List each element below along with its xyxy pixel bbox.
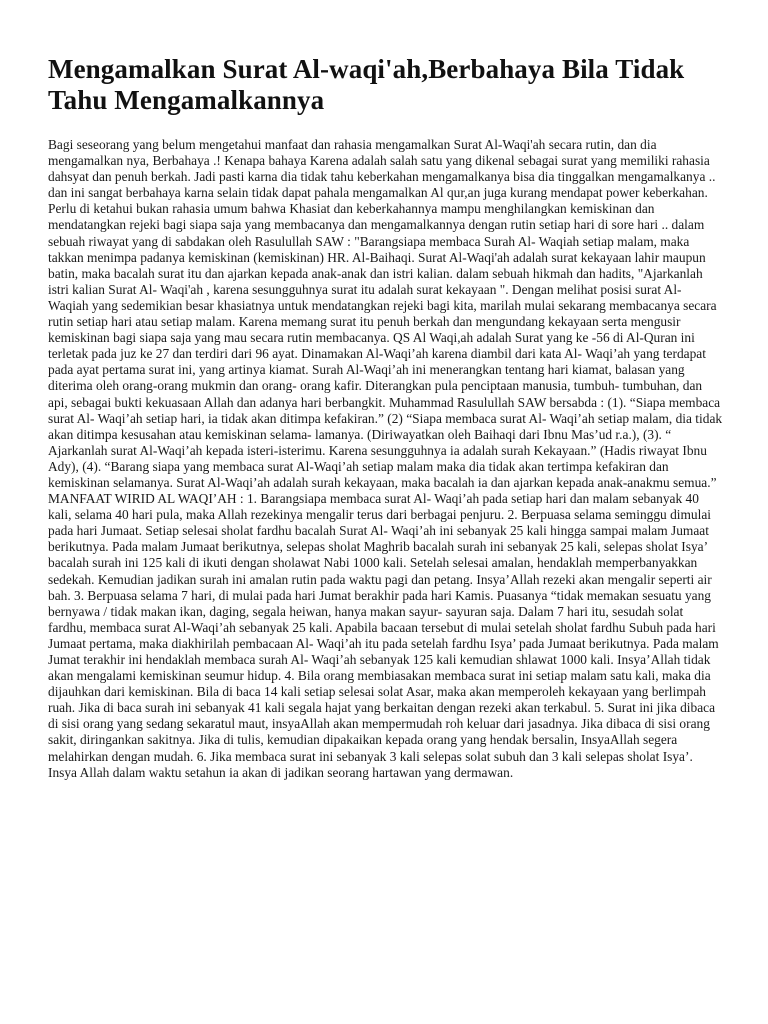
article-body: Bagi seseorang yang belum mengetahui manfaat dan rahasia mengamalkan Surat Al-Waqi'ah secara rutin, dan dia mengamalkan nya, Berbahaya .! Kenapa bahaya Karena adalah salah satu yang dikenal sebagai surat yang memiliki rahasia dahsyat dan penuh berkah. Jadi pasti karna dia tidak tahu keberkahan mengamalkanya bisa dia tinggalkan mengamalkanya .. dan ini sangat berbahaya karna selain tidak dapat pahala mengamalkan Al qur,an juga kurang mendapat power keberkahan. Perlu di ketahui bukan rahasia umum bahwa Khasiat dan keberkahannya mampu menghilangkan kemiskinan dan mendatangkan rejeki bagi siapa saja yang membacanya dan mengamalkannya dengan rutin setiap hari di sore hari .. dalam sebuah riwayat yang di sabdakan oleh Rasulullah SAW : "Barangsiapa membaca Surah Al- Waqiah setiap malam, maka takkan menimpa padanya kemiskinan (kemiskinan) HR. Al-Baihaqi. Surat Al-Waqi'ah adalah surat kekayaan lahir maupun batin, maka bacalah surat itu dan ajarkan kepada anak-anak dan istri kalian. dalam sebuah hikmah dan hadits, "Ajarkanlah istri kalian Surat Al- Waqi'ah , karena sesungguhnya surat itu adalah surat kekayaan ". Dengan melihat posisi surat Al- Waqiah yang sedemikian besar khasiatnya untuk mendatangkan rejeki bagi kita, marilah mulai sekarang membacanya secara rutin setiap hari atau setiap malam. Karena memang surat itu penuh berkah dan mengundang kekayaan serta mengusir kemiskinan bagi siapa saja yang mau secara rutin membacanya. QS Al Waqi,ah adalah Surat yang ke -56 di Al-Quran ini terletak pada juz ke 27 dan terdiri dari 96 ayat. Dinamakan Al-Waqi’ah karena diambil dari kata Al- Waqi’ah yang terdapat pada ayat pertama surat ini, yang artinya kiamat. Surah Al-Waqi’ah ini menerangkan tentang hari kiamat, balasan yang diterima oleh orang-orang mukmin dan orang- orang kafir. Diterangkan pula penciptaan manusia, tumbuh- tumbuhan, dan api, sebagai bukti kekuasaan Allah dan adanya hari berbangkit. Muhammad Rasulullah SAW bersabda : (1). “Siapa membaca surat Al- Waqi’ah setiap hari, ia tidak akan ditimpa kefakiran.” (2) “Siapa membaca surat Al- Waqi’ah setiap malam, dia tidak akan ditimpa kesusahan atau kemiskinan selama- lamanya. (Diriwayatkan oleh Baihaqi dari Ibnu Mas’ud r.a.), (3). “ Ajarkanlah surat Al-Waqi’ah kepada isteri-isterimu. Karena sesungguhnya ia adalah surah Kekayaan.” (Hadis riwayat Ibnu Ady), (4). “Barang siapa yang membaca surat Al-Waqi’ah setiap malam maka dia tidak akan tertimpa kefakiran dan kemiskinan selamanya. Surat Al-Waqi’ah adalah surah kekayaan, maka bacalah ia dan ajarkan kepada anak-anakmu semua.” MANFAAT WIRID AL WAQI’AH : 1. Barangsiapa membaca surat Al- Waqi’ah pada setiap hari dan malam sebanyak 40 kali, selama 40 hari pula, maka Allah rezekinya mengalir terus dari berbagai penjuru. 2. Berpuasa selama seminggu dimulai pada hari Jumaat. Setiap selesai sholat fardhu bacalah Surat Al- Waqi’ah ini sebanyak 25 kali hingga sampai malam Jumaat berikutnya. Pada malam Jumaat berikutnya, selepas sholat Maghrib bacalah surah ini sebanyak 25 kali, selepas sholat Isya’ bacalah surah ini 125 kali di ikuti dengan sholawat Nabi 1000 kali. Setelah selesai amalan, hendaklah memperbanyakkan sedekah. Kemudian jadikan surah ini amalan rutin pada waktu pagi dan petang. Insya’Allah rezeki akan mengalir seperti air bah. 3. Berpuasa selama 7 hari, di mulai pada hari Jumat berakhir pada hari Kamis. Puasanya “tidak memakan sesuatu yang bernyawa / tidak makan ikan, daging, segala heiwan, hanya makan sayur- sayuran saja. Dalam 7 hari itu, sesudah solat fardhu, membaca surat Al-Waqi’ah sebanyak 25 kali. Apabila bacaan tersebut di mulai setelah sholat fardhu Subuh pada hari Jumaat pertama, maka diakhirilah pembacaan Al- Waqi’ah itu pada setelah fardhu Isya’ pada Jumaat berikutnya. Pada malam Jumat terakhir ini hendaklah membaca surah Al- Waqi’ah sebanyak 125 kali kemudian shlawat 1000 kali. Insya’Allah tidak akan mengalami kemiskinan seumur hidup. 4. Bila orang membiasakan membaca surat ini setiap malam satu kali, maka dia dijauhkan dari kemiskinan. Bila di baca 14 kali setiap selesai solat Asar, maka akan memperoleh kekayaan yang berlimpah ruah. Jika di baca surah ini sebanyak 41 kali segala hajat yang berkaitan dengan rezeki akan terkabul. 5. Surat ini jika dibaca di sisi orang yang sedang sekaratul maut, insyaAllah akan mempermudah roh keluar dari jasadnya. Jika dibaca di sisi orang sakit, diringankan sakitnya. Jika di tulis, kemudian dipakaikan kepada orang yang hendak bersalin, InsyaAllah segera melahirkan dengan mudah. 6. Jika membaca surat ini sebanyak 3 kali selepas solat subuh dan 3 kali selepas sholat Isya’. Insya Allah dalam waktu setahun ia akan di jadikan seorang hartawan yang dermawan.: [48, 137, 723, 780]
article-title: Mengamalkan Surat Al-waqi'ah,Berbahaya Bila Tidak Tahu Mengamalkannya: [48, 54, 685, 115]
article: [48, 54, 724, 781]
